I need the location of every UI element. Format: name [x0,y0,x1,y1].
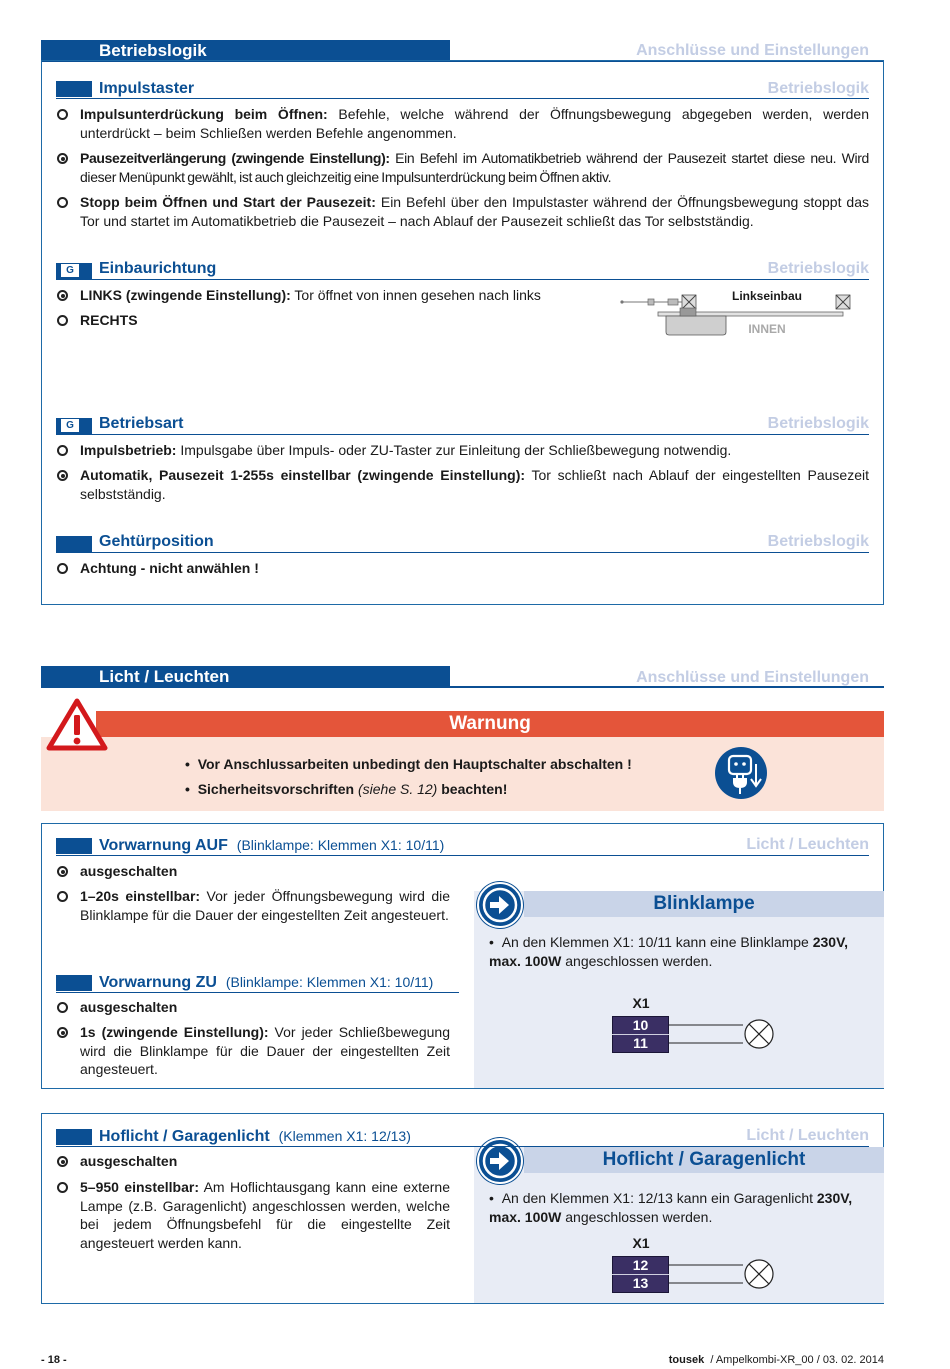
garagenlicht-title: Hoflicht / Garagenlicht [524,1147,884,1173]
subsection-marker [56,536,92,552]
subsection-marker [56,81,92,97]
radio-pausezeitverlaengerung[interactable] [57,153,68,164]
option-impulsunterdrueckung: Impulsunterdrückung beim Öffnen: Befehle, welche während der Öffnungsbewegung abgegeben werden, werden unterdrückt – beim Schließen werden Befehle angenommen. [80,106,869,141]
warning-triangle-icon [46,698,108,752]
radio-vorwarnung-zu-1s[interactable] [57,1027,68,1038]
radio-automatik[interactable] [57,470,68,481]
diagram-label: Linkseinbau [731,289,802,303]
warning-bullet-1: • Vor Anschlussarbeiten unbedingt den Hauptschalter abschalten ! [185,756,632,772]
terminal-11: 11 [633,1035,648,1051]
radio-gehtuer[interactable] [57,563,68,574]
subsection-right-label: Betriebslogik [767,533,869,550]
subsection-line [56,552,869,553]
radio-vorwarnung-auf-aus[interactable] [57,866,68,877]
g-badge: G [56,418,92,434]
page-number: - 18 - [41,1354,67,1366]
option-rechts: RECHTS [80,312,138,328]
option-impulsbetrieb: Impulsbetrieb: Impulsgabe über Impuls- oder ZU-Taster zur Einleitung der Schließbewegung notwendig. [80,442,732,458]
option-gehtuer: Achtung - nicht anwählen ! [80,560,259,576]
subsection-title-einbaurichtung: Einbaurichtung [99,260,217,277]
subsection-title-gehtuerposition: Gehtürposition [99,533,214,550]
section-title-betriebslogik: Betriebslogik [41,40,450,62]
subsection-right-label: Betriebslogik [767,260,869,277]
arrow-right-icon [477,1138,523,1184]
option-links: LINKS (zwingende Einstellung): Tor öffnet von innen gesehen nach links [80,287,541,303]
subsection-line [56,434,869,435]
terminal-10: 10 [632,1017,649,1033]
diagram-inner-label: INNEN [748,322,786,336]
footer-doc-info: tousek / Ampelkombi-XR_00 / 03. 02. 2014 [668,1354,884,1366]
option-vorwarnung-auf-zeit: 1–20s einstellbar: Vor jeder Öffnungsbewegung wird die Blinklampe für die Dauer der eingestellten Zeit angesteuert. [80,888,450,923]
option-vorwarnung-zu-1s: 1s (zwingende Einstellung): Vor jeder Schließbewegung wird die Blinklampe für die Dauer der eingestellten Zeit angesteuert. [80,1024,450,1077]
subsection-marker [56,1129,92,1145]
option-stopp-beim-oeffnen: Stopp beim Öffnen und Start der Pausezeit: Ein Befehl über den Impulstaster während der Öffnungsbewegung stoppt das Tor und startet im Automatikbetrieb die Pausezeit – nach Ablauf der Pausezeit schließt das Tor selbstständig. [80,194,869,229]
subsection-line [56,279,869,280]
blinklampe-title: Blinklampe [524,891,884,917]
section-right-label: Anschlüsse und Einstellungen [636,42,869,59]
option-pausezeitverlaengerung: Pausezeitverlängerung (zwingende Einstellung): Ein Befehl im Automatikbetrieb während der Pausezeit startet diese neu. Wird dieser Menüpunkt gewählt, ist auch gleichzeitig eine Impulsunterdrückung beim Öffnen aktiv. [80,150,869,185]
option-hoflicht-aus: ausgeschalten [80,1153,178,1169]
radio-impulsunterdrueckung[interactable] [57,109,68,120]
radio-rechts[interactable] [57,315,68,326]
blinklampe-text: • An den Klemmen X1: 10/11 kann eine Blinklampe 230V, max. 100W angeschlossen werden. [489,934,849,969]
option-vorwarnung-zu-aus: ausgeschalten [80,999,178,1015]
radio-stopp-beim-oeffnen[interactable] [57,197,68,208]
garagenlicht-text: • An den Klemmen X1: 12/13 kann ein Garagenlicht 230V, max. 100W angeschlossen werden. [489,1190,853,1225]
g-badge: G [56,263,92,279]
option-automatik: Automatik, Pausezeit 1-255s einstellbar (zwingende Einstellung): Tor schließt nach Ablauf der eingestellten Pausezeit selbstständig. [80,467,869,502]
option-hoflicht-zeit: 5–950 einstellbar: Am Hoflichtausgang kann eine externe Lampe (z.B. Garagenlicht) angeschlossen werden, welche bei jedem Öffnungsbefehl für die eingestellte Zeit angesteuert werden kann. [80,1179,450,1251]
subsection-right-label: Licht / Leuchten [746,836,869,853]
subsection-right-label: Licht / Leuchten [746,1127,869,1144]
unplug-icon [714,746,768,800]
radio-hoflicht-aus[interactable] [57,1156,68,1167]
radio-vorwarnung-auf-zeit[interactable] [57,891,68,902]
subsection-marker [56,838,92,854]
warning-title: Warnung [96,711,884,737]
subsection-title-impulstaster: Impulstaster [99,80,195,97]
subsection-title-vorwarnung-zu: Vorwarnung ZU (Blinklampe: Klemmen X1: 10/11) [99,974,434,991]
radio-hoflicht-zeit[interactable] [57,1182,68,1193]
blinklampe-panel [474,891,884,1088]
subsection-line [56,855,869,856]
terminal-12: 12 [632,1257,649,1273]
subsection-title-hoflicht: Hoflicht / Garagenlicht (Klemmen X1: 12/13) [99,1128,411,1145]
radio-impulsbetrieb[interactable] [57,445,68,456]
subsection-right-label: Betriebslogik [767,415,869,432]
radio-vorwarnung-zu-aus[interactable] [57,1002,68,1013]
subsection-title-betriebsart: Betriebsart [99,415,184,432]
terminal-label: X1 [632,1235,650,1251]
lamp-circuit-icon [669,1257,775,1293]
subsection-right-label: Betriebslogik [767,80,869,97]
terminal-13: 13 [632,1275,649,1291]
subsection-line [56,1146,869,1147]
subsection-marker [56,975,92,991]
section-right-label: Anschlüsse und Einstellungen [636,669,869,686]
lamp-circuit-icon [669,1017,775,1053]
section-title-licht-leuchten: Licht / Leuchten [41,666,450,688]
warning-bullet-2: • Sicherheitsvorschriften (siehe S. 12) beachten! [185,781,508,797]
subsection-line [56,992,459,993]
option-vorwarnung-auf-aus: ausgeschalten [80,863,178,879]
subsection-title-vorwarnung-auf: Vorwarnung AUF (Blinklampe: Klemmen X1: 10/11) [99,837,445,854]
terminal-label: X1 [632,995,650,1011]
radio-links[interactable] [57,290,68,301]
arrow-right-icon [477,882,523,928]
